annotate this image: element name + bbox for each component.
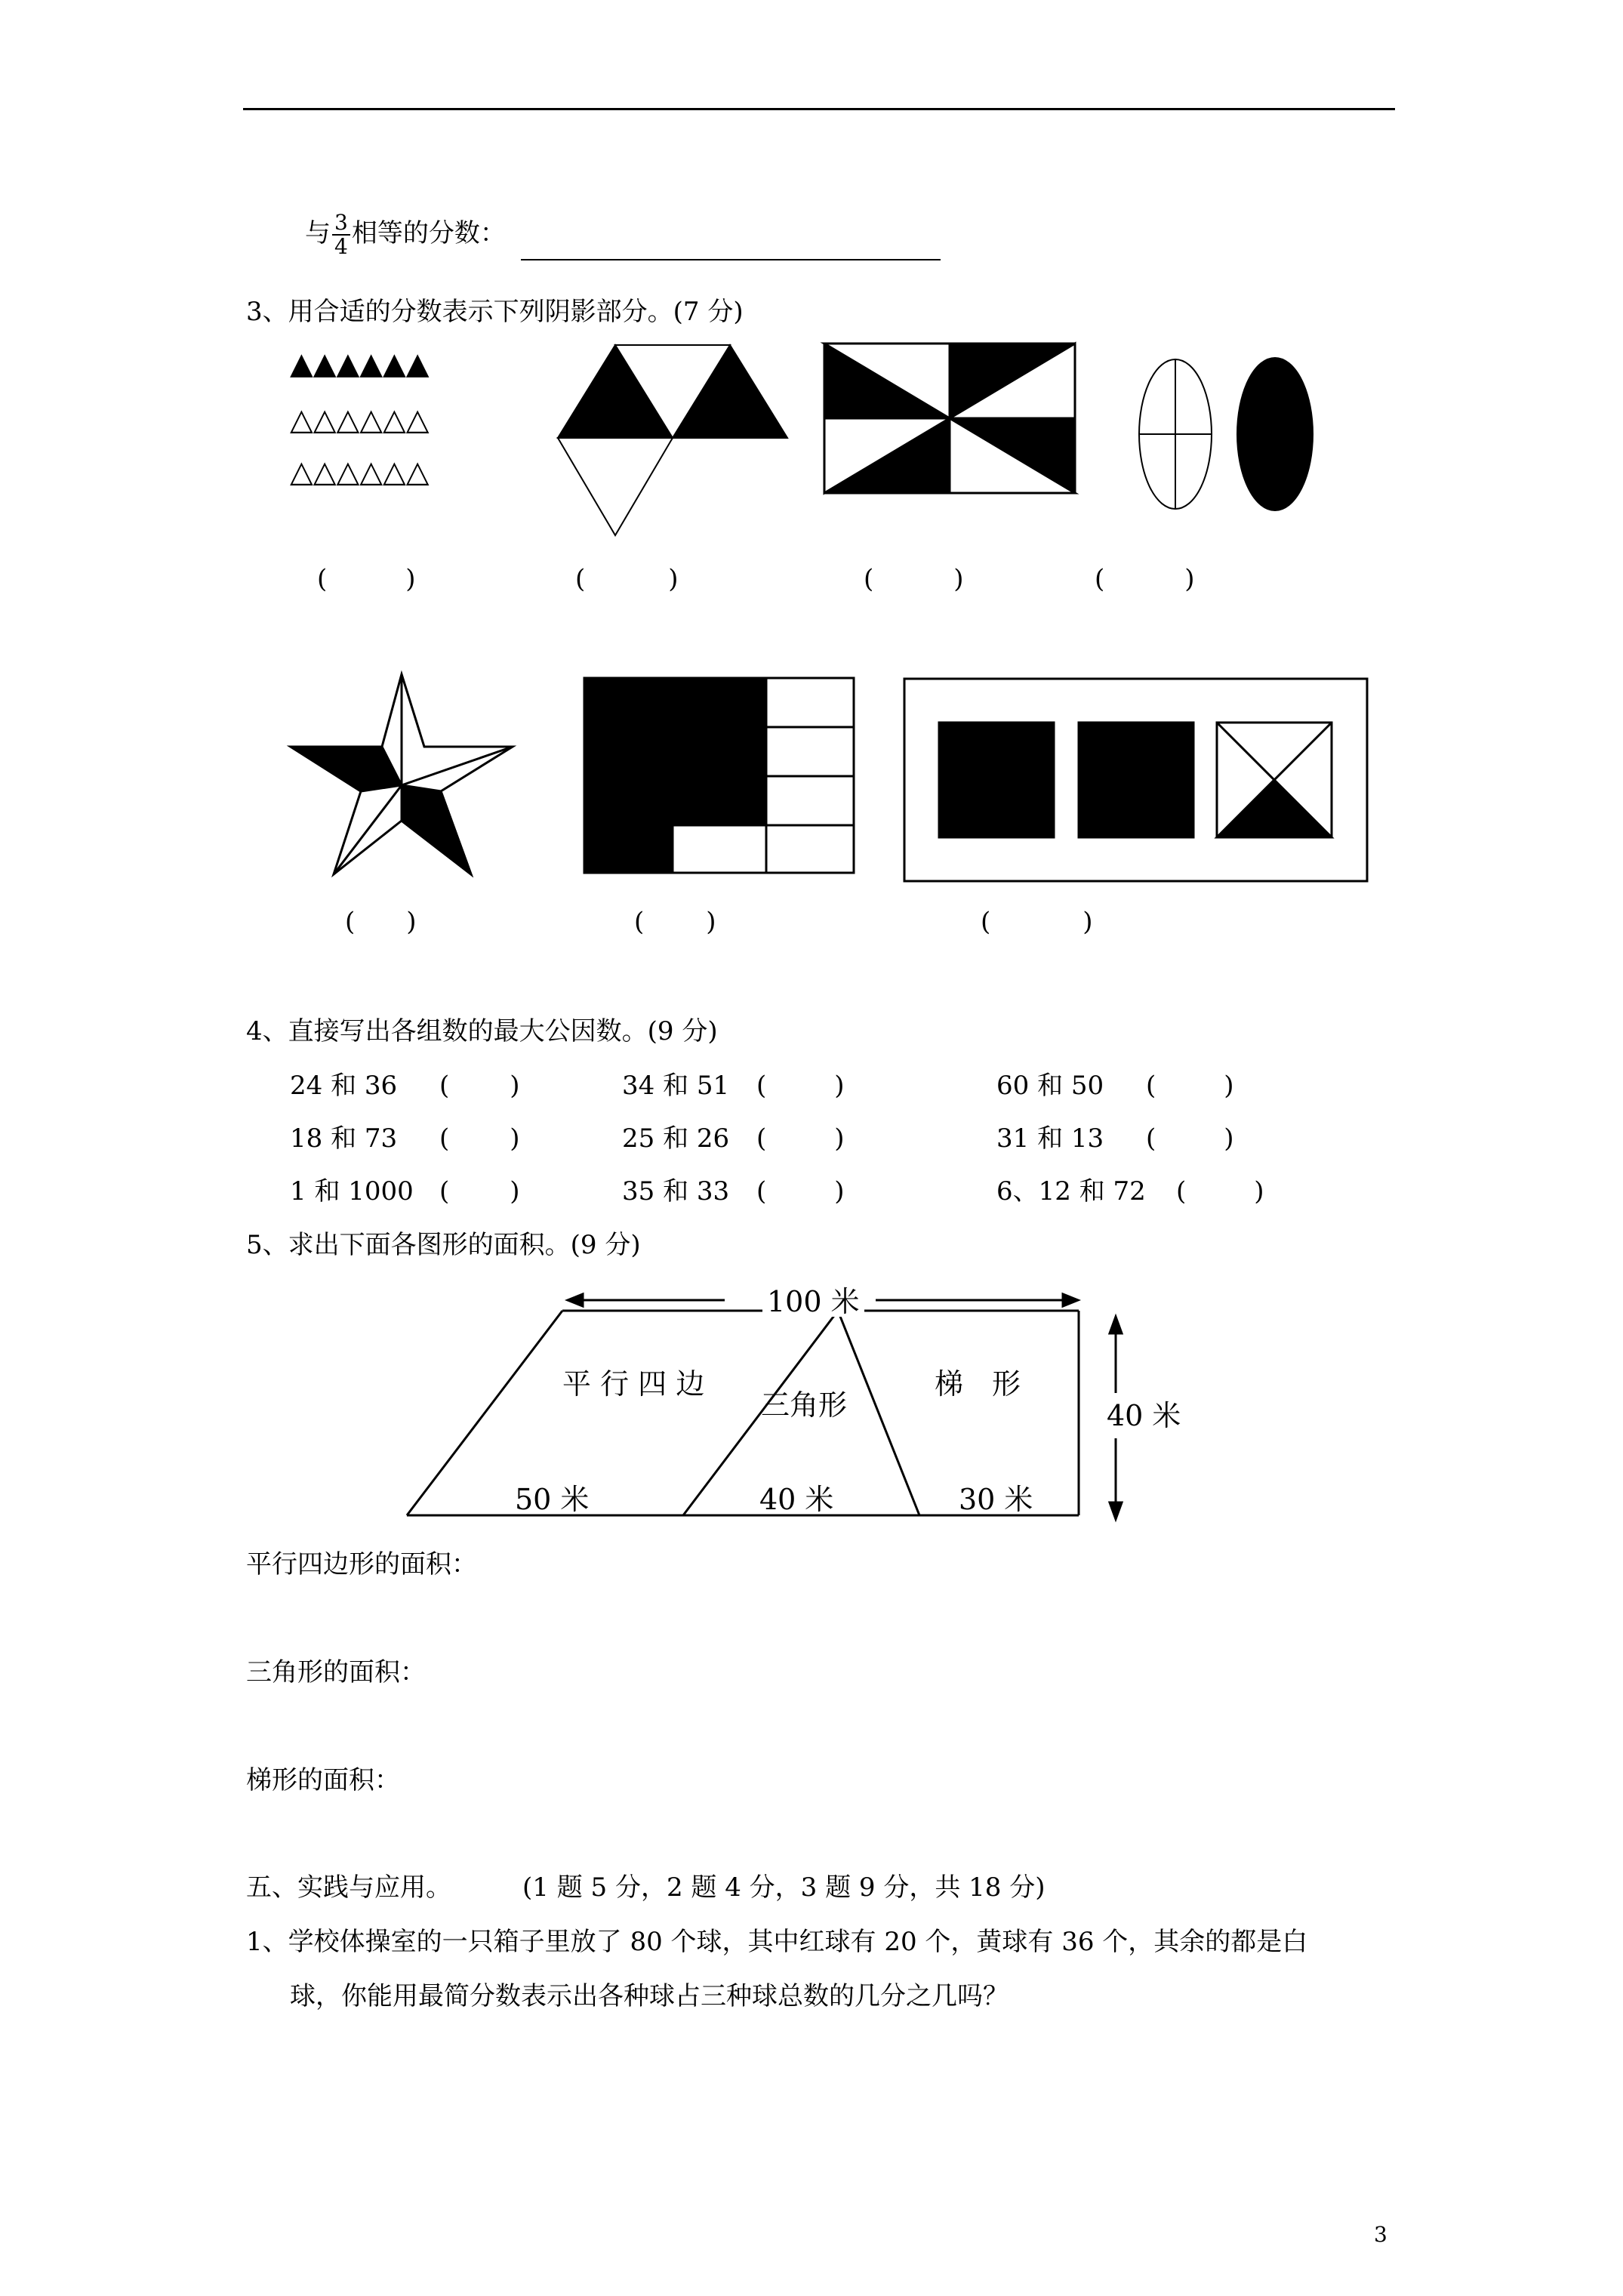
gcd-pair: 35 和 33	[622, 1176, 730, 1207]
gcd-answer-blank[interactable]	[439, 1176, 520, 1207]
q4-title: 4、直接写出各组数的最大公因数。(9 分)	[246, 1016, 718, 1046]
parallelogram-base-label: 50 米	[515, 1483, 590, 1516]
section5-q1-line2: 球，你能用最简分数表示出各种球占三种球总数的几分之几吗？	[290, 1981, 1009, 2011]
fraction-denominator: 4	[334, 234, 348, 259]
paren-open: (	[439, 1071, 450, 1101]
star-figure	[291, 674, 513, 874]
prompt-prefix: 与	[305, 218, 331, 248]
answer-paren-1[interactable]	[317, 564, 416, 594]
answer-paren-7[interactable]	[981, 907, 1093, 937]
gcd-pair: 18 和 73	[290, 1123, 398, 1154]
gcd-pair: 60 和 50	[996, 1071, 1104, 1101]
answer-paren-5[interactable]	[345, 907, 417, 937]
paren-open: (	[756, 1123, 767, 1154]
top-arrow-right-head	[1063, 1294, 1078, 1306]
gcd-answer-blank[interactable]	[1146, 1123, 1234, 1154]
gcd-answer-blank[interactable]	[439, 1071, 520, 1101]
triangle-right-side	[838, 1311, 919, 1515]
paren-close: )	[405, 564, 416, 594]
prompt-suffix: 相等的分数：	[351, 218, 506, 248]
paren-open: (	[1095, 564, 1105, 594]
parallelogram-area-prompt: 平行四边形的面积：	[246, 1549, 477, 1579]
trapezoid-base-label: 30 米	[959, 1483, 1033, 1516]
star-shaded-left	[291, 747, 402, 791]
empty-triangles-row-1: △△△△△△	[290, 402, 430, 437]
section5-title: 五、实践与应用。	[246, 1872, 451, 1903]
section5-q1-line1: 1、学校体操室的一只箱子里放了 80 个球，其中红球有 20 个，黄球有 36 个，其余的都是白	[246, 1927, 1308, 1957]
gcd-pair: 25 和 26	[622, 1123, 730, 1154]
paren-open: (	[756, 1176, 767, 1207]
paren-open: (	[981, 907, 991, 937]
answer-paren-4[interactable]	[1095, 564, 1195, 594]
paren-open: (	[439, 1176, 450, 1207]
top-arrow-left-head	[568, 1294, 583, 1306]
paren-close: )	[834, 1176, 845, 1207]
paren-close: )	[1254, 1176, 1264, 1207]
paren-open: (	[756, 1071, 767, 1101]
three-squares-figure	[904, 679, 1367, 881]
gcd-answer-blank[interactable]	[756, 1176, 845, 1207]
paren-open: (	[1176, 1176, 1187, 1207]
paren-close: )	[510, 1071, 520, 1101]
paren-open: (	[317, 564, 328, 594]
triangle-base-label: 40 米	[759, 1483, 834, 1516]
paren-close: )	[834, 1123, 845, 1154]
gcd-pair: 1 和 1000	[290, 1176, 414, 1207]
paren-close: )	[953, 564, 964, 594]
triangle-area-prompt: 三角形的面积：	[246, 1657, 426, 1687]
paren-open: (	[345, 907, 356, 937]
solid-square-1	[939, 723, 1054, 837]
paren-close: )	[1184, 564, 1195, 594]
paren-close: )	[406, 907, 417, 937]
paren-open: (	[575, 564, 586, 594]
empty-triangles-row-2: △△△△△△	[290, 455, 430, 489]
solid-ellipse	[1237, 358, 1313, 510]
triangle-label: 三角形	[761, 1388, 848, 1422]
q3-title: 3、用合适的分数表示下列阴影部分。(7 分)	[246, 297, 744, 327]
grid-square-figure	[584, 678, 854, 873]
gcd-pair: 34 和 51	[622, 1071, 730, 1101]
paren-close: )	[668, 564, 679, 594]
trapezoid-area-prompt: 梯形的面积：	[246, 1765, 400, 1795]
q5-title: 5、求出下面各图形的面积。(9 分)	[246, 1230, 641, 1260]
gcd-answer-blank[interactable]	[1176, 1176, 1264, 1207]
height-arrow-down-head	[1110, 1502, 1122, 1519]
height-label: 40 米	[1107, 1399, 1181, 1432]
paren-close: )	[1224, 1071, 1234, 1101]
paren-open: (	[439, 1123, 450, 1154]
filled-triangles-row: ▲▲▲▲▲▲	[290, 347, 430, 381]
parallelogram-label: 平 行 四 边	[562, 1367, 705, 1401]
unshaded-lower-triangle	[558, 438, 673, 535]
star-shaded-bottom-right	[402, 785, 471, 874]
fraction-numerator: 3	[332, 211, 350, 236]
paren-close: )	[834, 1071, 845, 1101]
paren-close: )	[1224, 1123, 1234, 1154]
answer-paren-6[interactable]	[634, 907, 716, 937]
gcd-answer-blank[interactable]	[756, 1123, 845, 1154]
page-number: 3	[1374, 2222, 1387, 2247]
answer-paren-3[interactable]	[864, 564, 964, 594]
trapezoid-label: 梯 形	[935, 1367, 1021, 1401]
gcd-pair: 31 和 13	[996, 1123, 1104, 1154]
twin-triangles-figure	[558, 345, 787, 535]
paren-open: (	[634, 907, 645, 937]
paren-open: (	[1146, 1123, 1156, 1154]
top-length-label: 100 米	[762, 1287, 864, 1317]
solid-square-2	[1079, 723, 1193, 837]
section5-score-note: (1 题 5 分，2 题 4 分，3 题 9 分，共 18 分)	[522, 1872, 1046, 1903]
paren-close: )	[510, 1176, 520, 1207]
pinwheel-rectangle-figure	[824, 344, 1075, 493]
paren-open: (	[1146, 1071, 1156, 1101]
paren-close: )	[1083, 907, 1093, 937]
gcd-answer-blank[interactable]	[756, 1071, 845, 1101]
paren-open: (	[864, 564, 874, 594]
gcd-answer-blank[interactable]	[439, 1123, 520, 1154]
height-arrow-up-head	[1110, 1317, 1122, 1333]
answer-paren-2[interactable]	[575, 564, 679, 594]
gcd-pair: 6、12 和 72	[996, 1176, 1146, 1207]
paren-close: )	[706, 907, 716, 937]
gcd-answer-blank[interactable]	[1146, 1071, 1234, 1101]
ellipses-figure	[1139, 358, 1313, 510]
gcd-pair: 24 和 36	[290, 1071, 398, 1101]
paren-close: )	[510, 1123, 520, 1154]
